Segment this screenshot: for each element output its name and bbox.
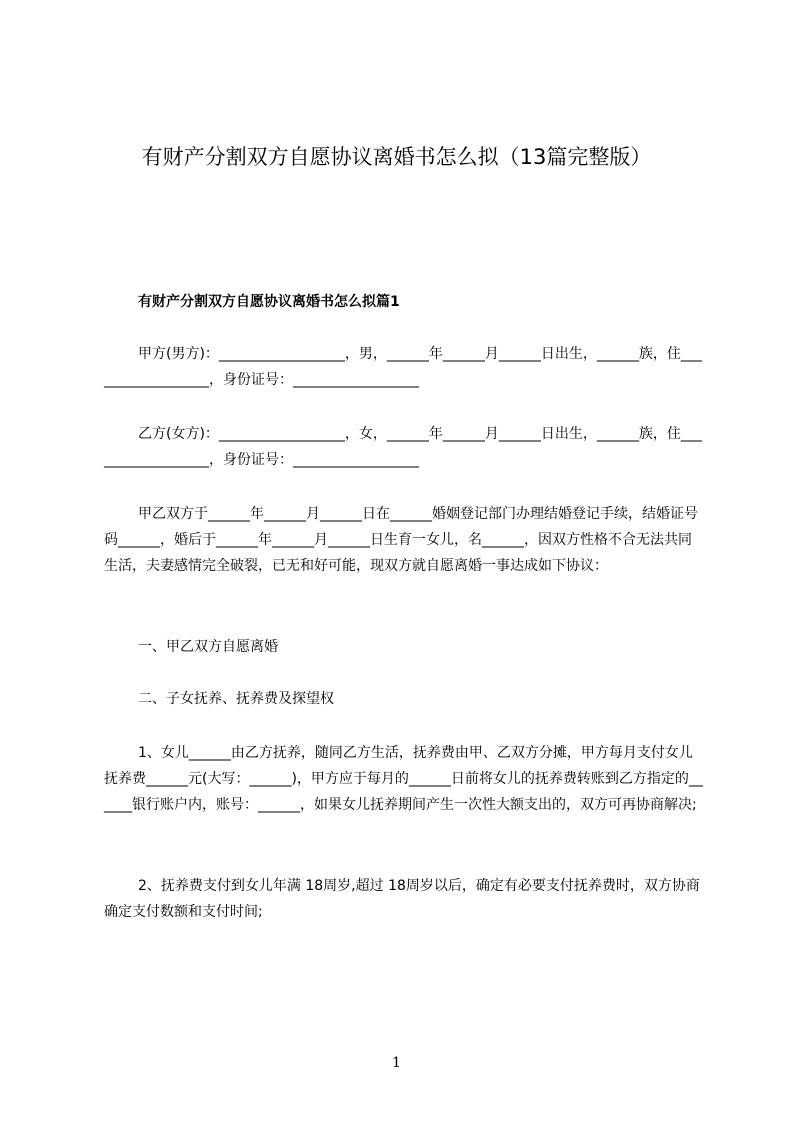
page-number: 1: [392, 1055, 401, 1071]
marriage-info-paragraph: 甲乙双方于______年______月______日在______婚姻登记部门办理结婚登记手续，结婚证号码______，婚后于______年______月______日生育一女儿，名______，因双方性格不合无法共同生活，夫妻感情完全破裂，已无和好可能，现双方就自愿离婚一事达成如下协议：: [104, 506, 698, 574]
child-custody-paragraph: 1、女儿______由乙方抚养，随同乙方生活，抚养费由甲、乙双方分摊，甲方每月支付女儿抚养费______元(大写：______)，甲方应于每月的______日前将女儿的抚养费转账到乙方指定的______银行账户内，账号：______，如果女儿抚养期间产生一次性大额支出的，双方可再协商解决;: [104, 745, 703, 813]
document-title: 有财产分割双方自愿协议离婚书怎么拟（13篇完整版）: [141, 145, 652, 169]
section-heading: 有财产分割双方自愿协议离婚书怎么拟篇1: [138, 294, 400, 310]
party-b-paragraph: 乙方(女方)：__________________，女，______年______月______日出生，______族，住__________________，身份证号：__________________: [104, 426, 702, 468]
clause-two-heading: 二、子女抚养、抚养费及探望权: [138, 691, 334, 707]
support-duration-paragraph: 2、抚养费支付到女儿年满 18周岁,超过 18周岁以后，确定有必要支付抚养费时，双方协商确定支付数额和支付时间;: [104, 878, 700, 920]
party-a-paragraph: 甲方(男方)：__________________，男，______年______月______日出生，______族，住__________________，身份证号：__________________: [104, 346, 702, 388]
clause-one-heading: 一、甲乙双方自愿离婚: [138, 639, 278, 655]
